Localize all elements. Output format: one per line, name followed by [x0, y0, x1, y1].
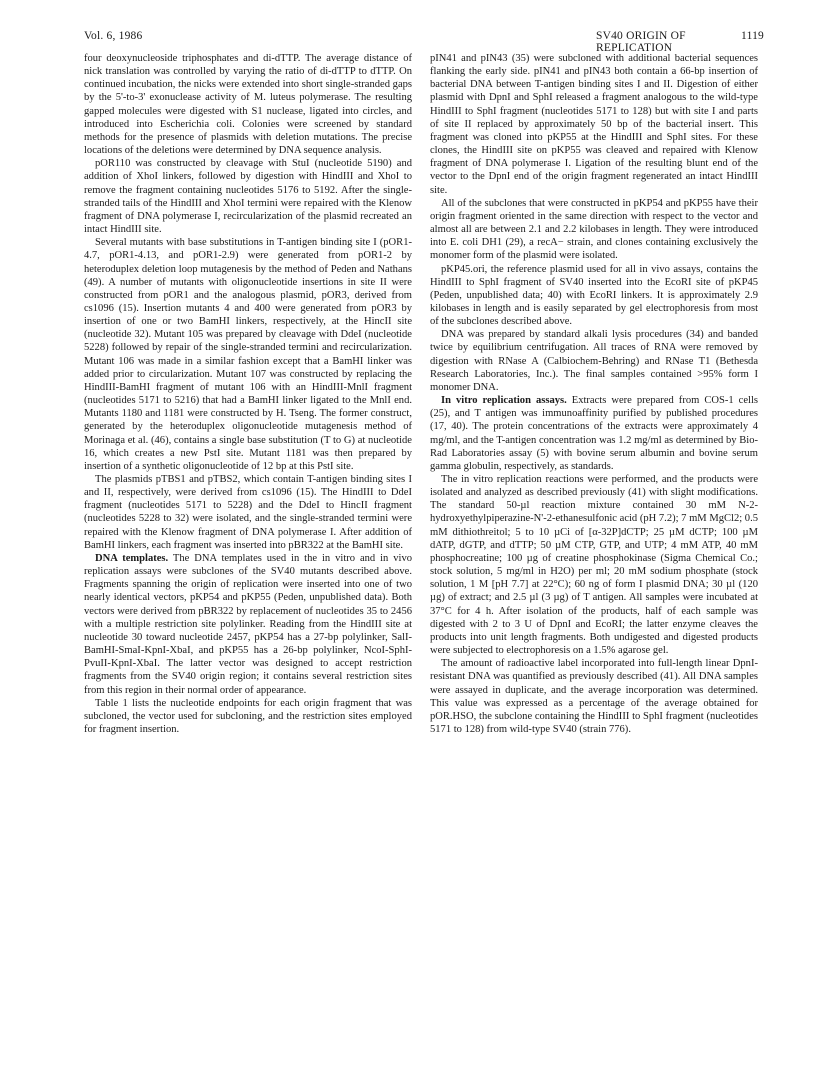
left-column: [84, 52, 412, 736]
paragraph: All of the subclones that were constructed in pKP54 and pKP55 have their origin fragment oriented in the same direction with respect to the vector and almost all are between 2.1 and 2.2 kilobases in length. They were introduced into E. coli DH1 (29), a recA− strain, and clones containing exclusively the monomer form of the plasmid were isolated.: [430, 197, 758, 262]
paragraph: Several mutants with base substitutions in T-antigen binding site I (pOR1-4.7, pOR1-4.13, and pOR1-2.9) were generated from pOR1-2 by heteroduplex deletion loop mutagenesis by the method of Peden and Nathans (49). A number of mutants with oligonucleotide insertions in site II were constructed from pOR1 and the analogous plasmid, pOR3, derived from cs1096 (15). Insertion mutants 4 and 400 were generated from pOR3 by insertion of one or two BamHI linkers, respectively, at the HincII site (nucleotide 32). Mutant 105 was prepared by cleavage with DdeI (nucleotide 5228) followed by repair of the single-stranded termini and recircularization. Mutant 106 was made in a similar fashion except that a BamHI linker was added prior to circularization. Mutant 107 was constructed by replacing the HindIII-BamHI fragment of mutant 106 with an HindIII-MnlI fragment (nucleotides 5171 to 5216) that had a BamHI linker ligated to the MnlI end. Mutants 1180 and 1181 were constructed by H. Tseng. The former construct, generated by the heteroduplex oligonucleotide mutagenesis method of Morinaga et al. (46), contains a single base substitution (T to G) at nucleotide 16, which creates a new PstI site. Mutant 1181 was then prepared by insertion of a synthetic oligonucleotide of 12 bp at this PstI site.: [84, 237, 412, 472]
paragraph: pKP45.ori, the reference plasmid used for all in vivo assays, contains the HindIII to SphI fragment of SV40 inserted into the EcoRI site of pKP45 (Peden, unpublished data; 40) with EcoRI linkers. It is approximately 2.9 kilobases in length and is easily separated by gel electrophoresis from most of the subclones described above.: [430, 263, 758, 328]
paragraph-body: The DNA templates used in the in vitro and in vivo replication assays were subclones of the SV40 mutants described above. Fragments spanning the origin of replication were inserted into one of two nearly identical vectors, pKP54 and pKP55 (Peden, unpublished data). Both vectors were derived from pBR322 by replacement of nucleotides 35 to 2456 with a multiple restriction site polylinker. Reading from the HindIII site at nucleotide 30 toward nucleotide 2457, pKP54 has a 27-bp polylinker, SalI-BamHI-SmaI-KpnI-XbaI, and pKP55 has a 26-bp polylinker, NcoI-SphI-PvuII-KpnI-XbaI. The latter vector was designed to accept restriction fragments from the SV40 origin region; it contains several restriction sites from this region in their normal order of appearance.: [84, 552, 413, 696]
running-header: [84, 30, 764, 54]
paragraph: pIN41 and pIN43 (35) were subcloned with additional bacterial sequences flanking the early side. pIN41 and pIN43 both contain a 66-bp insertion of bacterial DNA between T-antigen binding sites I and II. Digestion of either plasmid with DpnI and SphI released a fragment analogous to the wild-type HindIII to SphI fragment (nucleotides 5171 to 128) but with site I and parts of site II replaced by approximately 50 bp of the bacterial insert. This fragment was cloned into pKP55 at the HindIII and SphI sites. For these clones, the HindIII site on pKP55 was cleaved and repaired with Klenow fragment of DNA polymerase I. Ligation of the resulting blunt end of the vector to the DpnI end of the origin fragment regenerated an intact HindIII site.: [430, 53, 758, 196]
running-title: SV40 ORIGIN OF REPLICATION: [596, 30, 686, 54]
paragraph: Table 1 lists the nucleotide endpoints for each origin fragment that was subcloned, the vector used for subcloning, and the restriction sites employed for fragment insertion.: [84, 697, 412, 735]
paragraph: pOR110 was constructed by cleavage with StuI (nucleotide 5190) and addition of XhoI linkers, followed by digestion with HindIII and XhoI to remove the fragment containing nucleotides 5176 to 5192. After the single-stranded tails of the HindIII and XhoI termini were repaired with the Klenow fragment of DNA polymerase I, recircularization of the plasmid recreated an intact HindIII site.: [84, 158, 412, 236]
right-column: [430, 52, 758, 736]
paragraph: DNA was prepared by standard alkali lysis procedures (34) and banded twice by equilibrium centrifugation. All traces of RNA were removed by digestion with RNase A (Calbiochem-Behring) and RNase T1 (Bethesda Research Laboratories, Inc.). The final samples contained >95% form I monomer DNA.: [430, 329, 758, 393]
paragraph: The in vitro replication reactions were performed, and the products were isolated and analyzed as described previously (41) with slight modifications. The standard 50-µl reaction mixture contained 30 mM N-2-hydroxyethylpiperazine-N'-2-ethanesulfonic acid (pH 7.2); 7 mM MgCl2; 0.5 mM dithiothreitol; 5 to 10 µCi of [α-32P]dCTP; 25 µM dCTP; 100 µM dATP, dGTP, and dTTP; 50 µM CTP, GTP, and UTP; 4 mM ATP, 40 mM phosphocreatine; 100 µg of creatine phosphokinase (Sigma Chemical Co.; stock solution, 5 mg/ml in H2O) per ml; 20 mM sodium phosphate (stock solution, 1 M [pH 7.7] at 22°C); 60 ng of form I plasmid DNA; 30 µl (120 µg) of extract; and 2.5 µl (3 µg) of T antigen. All samples were incubated at 37°C for 4 h. After isolation of the products, half of each sample was digested with 2 to 3 U of DpnI and EcoRI; the latter enzyme cleaves the products into unit length fragments. Both undigested and digested products were subjected to electrophoresis on a 1.5% agarose gel.: [430, 474, 758, 657]
paragraph: four deoxynucleoside triphosphates and di-dTTP. The average distance of nick translation was controlled by varying the ratio of di-dTTP to dTTP. On continued incubation, the nicks were extended into short single-stranded gaps by the 5'-to-3' exonuclease activity of M. luteus polymerase. The resulting gapped molecules were digested with S1 nuclease, ligated into circles, and introduced into Escherichia coli. Colonies were screened by standard methods for the presence of plasmids with deletion mutations. The precise locations of the deletions were determined by DNA sequence analysis.: [84, 53, 412, 157]
paragraph: [84, 552, 412, 697]
paragraph: [430, 394, 758, 473]
journal-volume: Vol. 6, 1986: [84, 30, 143, 42]
section-heading: DNA templates.: [95, 552, 169, 564]
paragraph: The amount of radioactive label incorporated into full-length linear DpnI-resistant DNA was quantified as previously described (41). All DNA samples were assayed in duplicate, and the average incorporation was determined. This value was expressed as a percentage of the average obtained for pOR.HSO, the subclone containing the HindIII to SphI fragment (nucleotides 5171 to 128) from wild-type SV40 (strain 776).: [430, 658, 758, 735]
paragraph-body: Extracts were prepared from COS-1 cells (25), and T antigen was immunoaffinity purified by published procedures (17, 40). The protein concentrations of the extracts were approximately 4 mg/ml, and the T-antigen concentration was 1.2 mg/ml as determined by Bio-Rad Laboratories assay (5) with bovine serum albumin and bovine serum gamma globulin, respectively, as standards.: [430, 395, 758, 472]
section-heading: In vitro replication assays.: [441, 395, 567, 407]
page-number: 1119: [741, 30, 764, 42]
paragraph: The plasmids pTBS1 and pTBS2, which contain T-antigen binding sites I and II, respectively, were derived from cs1096 (15). The HindIII to DdeI fragment (nucleotides 5171 to 5228) and the DdeI to HincII fragment (nucleotides 5228 to 32) were isolated, and the single-stranded termini were repaired with the Klenow fragment of DNA polymerase I. After addition of BamHI linkers, each fragment was inserted into pBR322 at the BamHI site.: [84, 474, 412, 551]
